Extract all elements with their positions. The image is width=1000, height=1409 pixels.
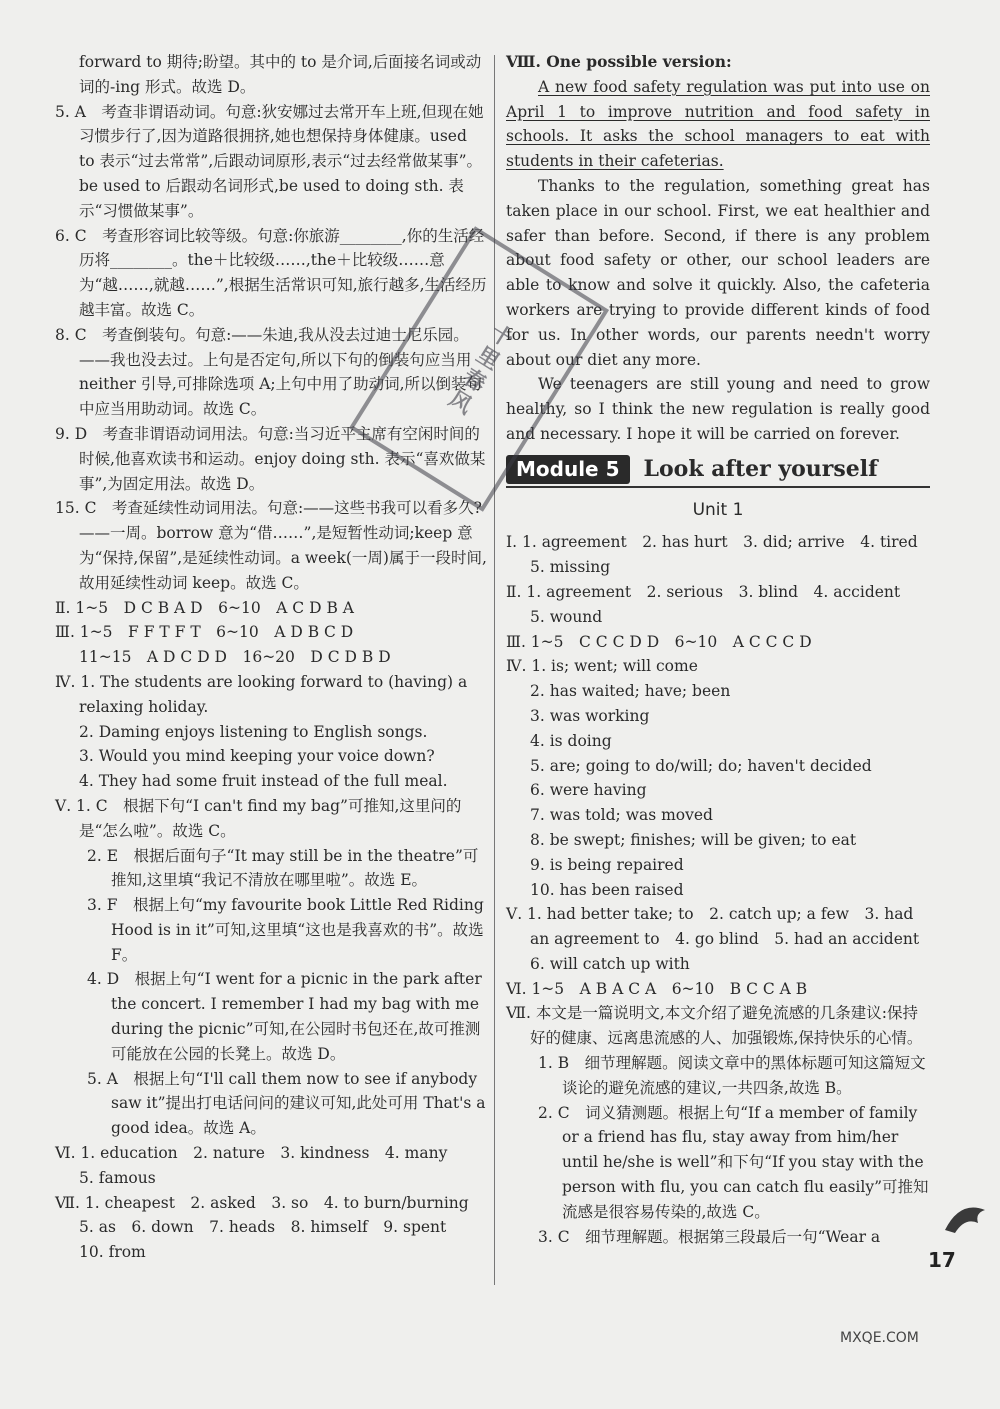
right-answer-line: 3. C 细节理解题。根据第三段最后一句“Wear a — [538, 1227, 881, 1246]
left-answer-line: 11~15 A D C D D 16~20 D C D B D — [79, 648, 391, 667]
left-answer-line: 6. C 考查形容词比较等级。句意:你旅游________,你的生活经历将________。the＋比较级……,the＋比较级……意为“越……,就越……”,根据生活常识可知,旅行越多,生活经历越丰富。故选 C。 — [55, 226, 487, 319]
right-answer-line: 2. C 词义猜测题。根据上句“If a member of family or a friend has flu, stay away from him/her until he/she is well”和下句“If you stay with the person with flu, you can catch flu easily”可推知流感是很容易传染的,故选 C。 — [538, 1103, 929, 1221]
right-answer-line: Ⅶ. 本文是一篇说明文,本文介绍了避免流感的几条建议:保持好的健康、远离患流感的人、加强锻炼,保持快乐的心情。 — [506, 1004, 923, 1048]
module-title: Look after yourself — [643, 455, 878, 482]
right-answer-line: 3. was working — [530, 706, 650, 725]
left-answer-line: Ⅶ. 1. cheapest 2. asked 3. so 4. to burn/burning — [55, 1193, 469, 1212]
underlined-intro: A new food safety regulation was put into use on April 1 to improve nutrition and food safety in schools. It asks the school managers to eat with students in their cafeterias. — [506, 77, 930, 171]
essay-paragraph-1: Thanks to the regulation, something great has taken place in our school. First, we eat healthier and safer than before. Second, if there is any problem about food safety or other, our school leaders are able to know and solve it quickly. Also, the cafeteria workers are trying to provide different kinds of food for us. In other words, our parents needn't worry about our diet any more. — [506, 176, 930, 369]
left-answer-line: 3. Would you mind keeping your voice down? — [79, 747, 435, 766]
right-answer-line: Ⅵ. 1~5 A B A C A 6~10 B C C A B — [506, 979, 808, 998]
right-answer-line: 9. is being repaired — [530, 855, 684, 874]
right-answer-line: Ⅴ. 1. had better take; to 2. catch up; a few 3. had an agreement to 4. go blind 5. had an accident 6. will catch up with — [506, 905, 935, 973]
page-number: 17 — [928, 1248, 956, 1272]
right-answer-line: 5. wound — [530, 607, 603, 626]
module-header — [506, 455, 930, 488]
left-column — [55, 50, 487, 1265]
left-answer-line: Ⅵ. 1. education 2. nature 3. kindness 4. many — [55, 1144, 448, 1163]
right-answer-line: 2. has waited; have; been — [530, 682, 731, 701]
left-answer-line: Ⅱ. 1~5 D C B A D 6~10 A C D B A — [55, 598, 354, 617]
right-answer-line: 5. are; going to do/will; do; haven't decided — [530, 756, 872, 775]
left-answer-line: Ⅳ. 1. The students are looking forward to (having) a relaxing holiday. — [55, 672, 468, 716]
right-answer-line: 4. is doing — [530, 731, 612, 750]
right-answer-line: Ⅱ. 1. agreement 2. serious 3. blind 4. accident — [506, 582, 901, 601]
right-answer-line: 7. was told; was moved — [530, 806, 713, 825]
left-answer-line: 2. Daming enjoys listening to English songs. — [79, 722, 428, 741]
left-answer-line: 9. D 考查非谓语动词用法。句意:当习近平主席有空闲时间的时候,他喜欢读书和运动。enjoy doing sth. 表示“喜欢做某事”,为固定用法。故选 D。 — [55, 424, 486, 493]
stamp-text: 十里春风 — [440, 318, 518, 420]
right-answer-line: Ⅲ. 1~5 C C C D D 6~10 A C C C D — [506, 632, 812, 651]
left-answer-line: 5. A 考查非谓语动词。句意:狄安娜过去常开车上班,但现在她习惯步行了,因为道路很拥挤,她也想保持身体健康。used to 表示“过去常常”,后跟动词原形,表示“过去经常做某事”。be used to 后跟动名词形式,be used to doing sth. 表示“习惯做某事”。 — [55, 102, 484, 220]
left-answer-line: forward to 期待;盼望。其中的 to 是介词,后面接名词或动词的-ing 形式。故选 D。 — [79, 53, 482, 96]
left-answer-line: 4. D 根据上句“I went for a picnic in the park after the concert. I remember I had my bag with me during the picnic”可知,在公园时书包还在,故可推测可能放在公园的长凳上。故选 D。 — [87, 970, 482, 1063]
right-answer-line: Ⅳ. 1. is; went; will come — [506, 657, 698, 676]
left-answer-line: 15. C 考查延续性动词用法。句意:——这些书我可以看多久?——一周。borrow 意为“借……”,是短暂性动词;keep 意为“保持,保留”,是延续性动词。a week(一周)属于一段时间,故用延续性动词 keep。故选 C。 — [55, 499, 487, 592]
left-answer-line: 10. from — [79, 1243, 146, 1262]
right-answer-line: 8. be swept; finishes; will be given; to eat — [530, 830, 857, 849]
unit-title: Unit 1 — [692, 499, 744, 520]
left-answer-line: 8. C 考查倒装句。句意:——朱迪,我从没去过迪士尼乐园。——我也没去过。上句是否定句,所以下句的倒装句应当用 neither 引导,可排除选项 A;上句中用了助动词,所以倒装句中应当用助动词。故选 C。 — [55, 325, 483, 419]
left-answer-line: 5. as 6. down 7. heads 8. himself 9. spent — [79, 1218, 447, 1237]
right-answer-line: 1. B 细节理解题。阅读文章中的黑体标题可知这篇短文谈论的避免流感的建议,一共四条,故选 B。 — [538, 1054, 926, 1097]
left-answer-line: 4. They had some fruit instead of the full meal. — [79, 772, 448, 791]
left-answer-line: Ⅴ. 1. C 根据下句“I can't find my bag”可推知,这里问的是“怎么啦”。故选 C。 — [55, 796, 462, 840]
essay-paragraph-2: We teenagers are still young and need to grow healthy, so I think the new regulation is really good and necessary. I hope it will be carried on forever. — [506, 375, 930, 443]
right-answer-line: 6. were having — [530, 781, 647, 800]
left-answer-line: 5. famous — [79, 1168, 156, 1187]
left-answer-line: Ⅲ. 1~5 F F T F T 6~10 A D B C D — [55, 623, 354, 642]
right-answer-line: 5. missing — [530, 558, 611, 577]
right-answer-line: Ⅰ. 1. agreement 2. has hurt 3. did; arrive 4. tired — [506, 533, 918, 552]
right-column — [506, 50, 935, 1249]
left-answer-line: 2. E 根据后面句子“It may still be in the theatre”可推知,这里填“我记不清放在哪里啦”。故选 E。 — [87, 846, 479, 890]
right-answer-list — [506, 530, 935, 1249]
right-answer-line: 10. has been raised — [530, 880, 684, 899]
dolphin-icon — [940, 1195, 990, 1245]
left-answer-line: 5. A 根据上句“I'll call them now to see if anybody saw it”提出打电话问问的建议可知,此处可用 That's a good idea。故选 A。 — [87, 1069, 486, 1138]
version-heading: Ⅷ. One possible version: — [506, 52, 732, 71]
left-answer-line: 3. F 根据上句“my favourite book Little Red Riding Hood is in it”可知,这里填“这也是我喜欢的书”。故选 F。 — [87, 896, 484, 964]
watermark: MXQE.COM — [840, 1330, 919, 1346]
module-tag: Module 5 — [506, 455, 630, 484]
